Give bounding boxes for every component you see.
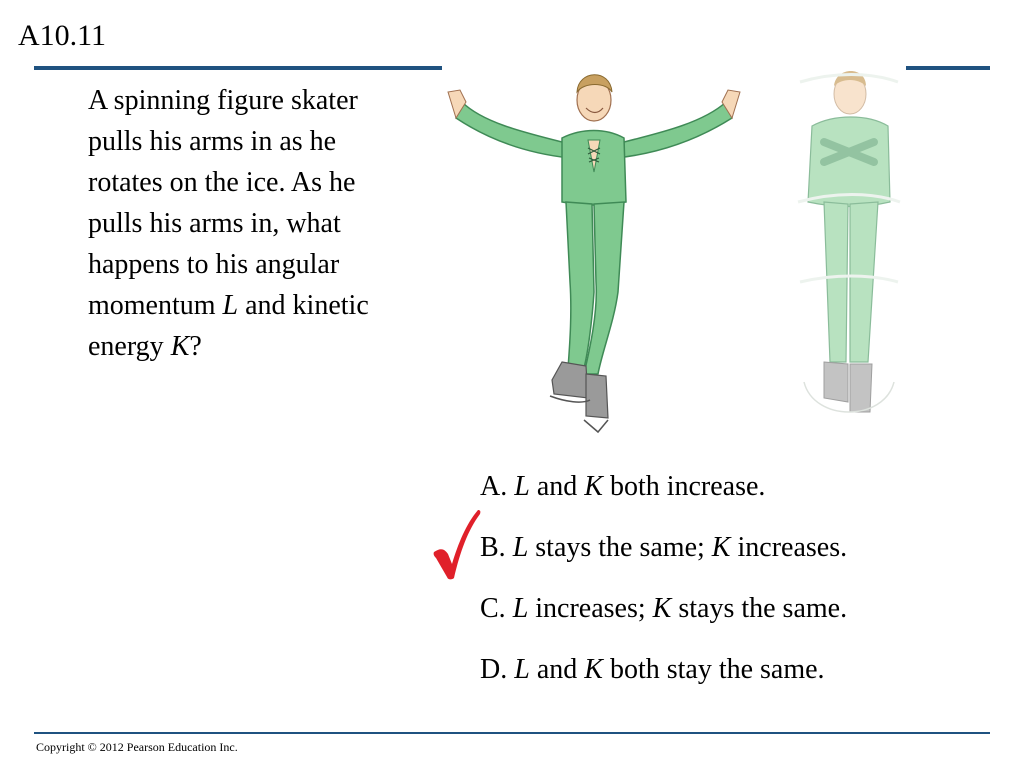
choice-d-letter: D. (480, 654, 515, 685)
question-text (88, 80, 398, 367)
choice-d[interactable] (480, 653, 1000, 714)
choice-d-text: both stay the same. (602, 654, 825, 685)
choice-a-text: both increase. (602, 471, 766, 502)
question-part-3: ? (189, 331, 202, 362)
choice-c-var-2: K (652, 593, 672, 624)
choice-a[interactable] (480, 470, 1000, 531)
choice-b-text: increases. (730, 532, 848, 563)
footer-rule (34, 732, 990, 734)
choice-a-var-1: L (514, 471, 530, 502)
skater-arms-out-illustration (442, 62, 746, 438)
title-rule-left (34, 66, 442, 70)
choice-c[interactable] (480, 592, 1000, 653)
choice-a-letter: A. (480, 471, 515, 502)
choice-a-mid: and (529, 471, 585, 502)
title-rule-right (906, 66, 990, 70)
copyright-notice: Copyright © 2012 Pearson Education Inc. (36, 740, 238, 754)
question-var-l: L (222, 290, 239, 321)
answer-choices (480, 470, 1000, 714)
question-part-1: A spinning figure skater pulls his arms in as he rotates on the ice. As he pulls his arms in, what happens to his angular momentum (88, 85, 358, 321)
checkmark-icon (432, 508, 482, 580)
choice-d-mid: and (529, 654, 585, 685)
choice-c-text: stays the same. (671, 593, 848, 624)
choice-c-letter: C. (480, 593, 513, 624)
choice-b-letter: B. (480, 532, 513, 563)
slide-title: A10.11 (18, 19, 107, 52)
choice-b[interactable] (480, 531, 1000, 592)
skater-arms-in-illustration (794, 62, 904, 434)
choice-b-var-1: L (512, 532, 529, 563)
choice-d-var-2: K (584, 654, 603, 685)
choice-a-var-2: K (584, 471, 603, 502)
choice-c-mid: increases; (528, 593, 653, 624)
question-part-2: and kinetic energy (88, 290, 369, 362)
choice-d-var-1: L (514, 654, 530, 685)
choice-b-var-2: K (711, 532, 731, 563)
choice-b-mid: stays the same; (528, 532, 712, 563)
choice-c-var-1: L (512, 593, 529, 624)
question-var-k: K (170, 331, 190, 362)
